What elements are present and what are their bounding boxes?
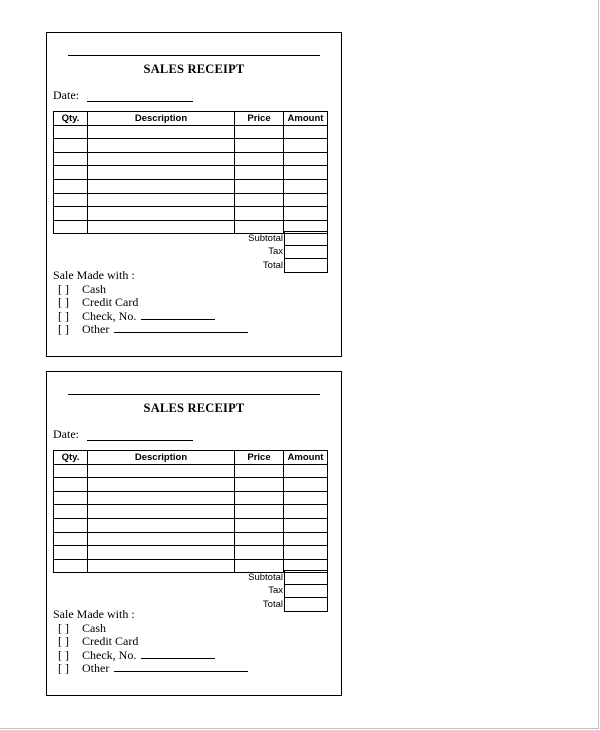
option-label: Other: [82, 661, 110, 676]
amount-cell[interactable]: [284, 207, 328, 221]
line-item-row: [54, 166, 328, 180]
payment-option-cash[interactable]: [58, 622, 248, 636]
line-item-row: [54, 179, 328, 193]
amount-cell[interactable]: [284, 125, 328, 139]
checkbox[interactable]: [ ]: [58, 620, 69, 635]
checkbox[interactable]: [ ]: [58, 634, 69, 649]
tax-label: Tax: [268, 246, 283, 258]
description-cell[interactable]: [88, 139, 235, 153]
line-item-row: [54, 518, 328, 532]
amount-cell[interactable]: [284, 152, 328, 166]
other-method-field[interactable]: [114, 670, 248, 672]
checkbox[interactable]: [ ]: [58, 661, 69, 676]
payment-option-check[interactable]: [58, 649, 248, 663]
qty-cell[interactable]: [54, 193, 88, 207]
qty-cell[interactable]: [54, 505, 88, 519]
payment-option-credit-card[interactable]: [58, 296, 248, 310]
amount-cell[interactable]: [284, 179, 328, 193]
description-cell[interactable]: [88, 166, 235, 180]
subtotal-row: [231, 232, 328, 246]
price-cell[interactable]: [235, 139, 284, 153]
date-label: Date:: [53, 88, 79, 102]
items-table: [53, 450, 328, 573]
price-header: Price: [235, 112, 284, 126]
date-field[interactable]: [87, 440, 193, 441]
sales-receipt-2: [46, 371, 342, 696]
amount-header: Amount: [284, 451, 328, 465]
qty-cell[interactable]: [54, 464, 88, 478]
price-cell[interactable]: [235, 193, 284, 207]
qty-cell[interactable]: [54, 179, 88, 193]
subtotal-field[interactable]: [285, 571, 328, 585]
description-cell[interactable]: [88, 152, 235, 166]
qty-cell[interactable]: [54, 518, 88, 532]
option-label: Cash: [82, 620, 106, 635]
payment-heading: Sale Made with :: [53, 607, 135, 621]
line-item-row: [54, 193, 328, 207]
description-cell[interactable]: [88, 559, 235, 573]
date-field[interactable]: [87, 101, 193, 102]
description-cell[interactable]: [88, 193, 235, 207]
checkbox[interactable]: [ ]: [58, 322, 69, 337]
payment-section: [53, 608, 248, 676]
date-row: [53, 88, 79, 103]
description-cell[interactable]: [88, 491, 235, 505]
qty-cell[interactable]: [54, 546, 88, 560]
line-item-row: [54, 125, 328, 139]
qty-cell[interactable]: [54, 478, 88, 492]
price-cell[interactable]: [235, 478, 284, 492]
price-cell[interactable]: [235, 166, 284, 180]
amount-cell[interactable]: [284, 491, 328, 505]
tax-label: Tax: [268, 585, 283, 597]
qty-header: Qty.: [54, 451, 88, 465]
tax-field[interactable]: [285, 584, 328, 598]
price-cell[interactable]: [235, 518, 284, 532]
price-cell[interactable]: [235, 505, 284, 519]
sales-receipt-1: [46, 32, 342, 357]
price-header: Price: [235, 451, 284, 465]
qty-cell[interactable]: [54, 207, 88, 221]
payment-option-other[interactable]: [58, 323, 248, 337]
qty-cell[interactable]: [54, 491, 88, 505]
payment-option-check[interactable]: [58, 310, 248, 324]
amount-cell[interactable]: [284, 193, 328, 207]
price-cell[interactable]: [235, 179, 284, 193]
description-cell[interactable]: [88, 532, 235, 546]
amount-cell[interactable]: [284, 478, 328, 492]
amount-cell[interactable]: [284, 166, 328, 180]
total-field[interactable]: [285, 259, 328, 273]
qty-header: Qty.: [54, 112, 88, 126]
qty-cell[interactable]: [54, 559, 88, 573]
total-label: Total: [262, 598, 283, 610]
check-number-field[interactable]: [141, 657, 215, 659]
other-method-field[interactable]: [114, 331, 248, 333]
subtotal-row: [231, 571, 328, 585]
description-cell[interactable]: [88, 220, 235, 234]
subtotal-label: Subtotal: [248, 571, 283, 583]
amount-header: Amount: [284, 112, 328, 126]
price-cell[interactable]: [235, 152, 284, 166]
payment-option-cash[interactable]: [58, 283, 248, 297]
tax-row: [231, 584, 328, 598]
description-cell[interactable]: [88, 125, 235, 139]
line-item-row: [54, 532, 328, 546]
payment-section: [53, 269, 248, 337]
option-label: Other: [82, 322, 110, 337]
description-cell[interactable]: [88, 464, 235, 478]
option-label: Credit Card: [82, 634, 139, 649]
description-header: Description: [88, 451, 235, 465]
title-rule: [68, 55, 320, 56]
amount-cell[interactable]: [284, 139, 328, 153]
total-label: Total: [262, 259, 283, 271]
line-item-row: [54, 207, 328, 221]
price-cell[interactable]: [235, 207, 284, 221]
description-cell[interactable]: [88, 518, 235, 532]
line-item-row: [54, 152, 328, 166]
receipt-title: SALES RECEIPT: [143, 62, 245, 76]
description-header: Description: [88, 112, 235, 126]
totals-table: [231, 231, 328, 273]
amount-cell[interactable]: [284, 518, 328, 532]
line-item-row: [54, 139, 328, 153]
check-number-field[interactable]: [141, 318, 215, 320]
items-header-row: [54, 112, 328, 126]
line-item-row: [54, 505, 328, 519]
checkbox[interactable]: [ ]: [58, 281, 69, 296]
price-cell[interactable]: [235, 546, 284, 560]
qty-cell[interactable]: [54, 166, 88, 180]
items-header-row: [54, 451, 328, 465]
price-cell[interactable]: [235, 532, 284, 546]
qty-cell[interactable]: [54, 139, 88, 153]
option-label: Check, No.: [82, 308, 137, 323]
total-field[interactable]: [285, 598, 328, 612]
line-item-row: [54, 478, 328, 492]
tax-row: [231, 245, 328, 259]
option-label: Cash: [82, 281, 106, 296]
option-label: Credit Card: [82, 295, 139, 310]
subtotal-field[interactable]: [285, 232, 328, 246]
items-body: [54, 464, 328, 573]
payment-options: [58, 622, 248, 676]
receipt-title: SALES RECEIPT: [143, 401, 245, 415]
payment-option-credit-card[interactable]: [58, 635, 248, 649]
description-cell[interactable]: [88, 505, 235, 519]
line-item-row: [54, 546, 328, 560]
option-label: Check, No.: [82, 647, 137, 662]
line-item-row: [54, 491, 328, 505]
checkbox[interactable]: [ ]: [58, 295, 69, 310]
payment-options: [58, 283, 248, 337]
price-cell[interactable]: [235, 125, 284, 139]
date-row: [53, 427, 79, 442]
title-rule: [68, 394, 320, 395]
description-cell[interactable]: [88, 478, 235, 492]
tax-field[interactable]: [285, 245, 328, 259]
subtotal-label: Subtotal: [248, 232, 283, 244]
checkbox[interactable]: [ ]: [58, 308, 69, 323]
date-label: Date:: [53, 427, 79, 441]
checkbox[interactable]: [ ]: [58, 647, 69, 662]
qty-cell[interactable]: [54, 220, 88, 234]
items-table: [53, 111, 328, 234]
description-cell[interactable]: [88, 179, 235, 193]
items-body: [54, 125, 328, 234]
totals-table: [231, 570, 328, 612]
amount-cell[interactable]: [284, 532, 328, 546]
amount-cell[interactable]: [284, 505, 328, 519]
price-cell[interactable]: [235, 491, 284, 505]
amount-cell[interactable]: [284, 464, 328, 478]
description-cell[interactable]: [88, 207, 235, 221]
amount-cell[interactable]: [284, 546, 328, 560]
qty-cell[interactable]: [54, 532, 88, 546]
qty-cell[interactable]: [54, 125, 88, 139]
line-item-row: [54, 464, 328, 478]
payment-heading: Sale Made with :: [53, 268, 135, 282]
description-cell[interactable]: [88, 546, 235, 560]
qty-cell[interactable]: [54, 152, 88, 166]
price-cell[interactable]: [235, 464, 284, 478]
payment-option-other[interactable]: [58, 662, 248, 676]
